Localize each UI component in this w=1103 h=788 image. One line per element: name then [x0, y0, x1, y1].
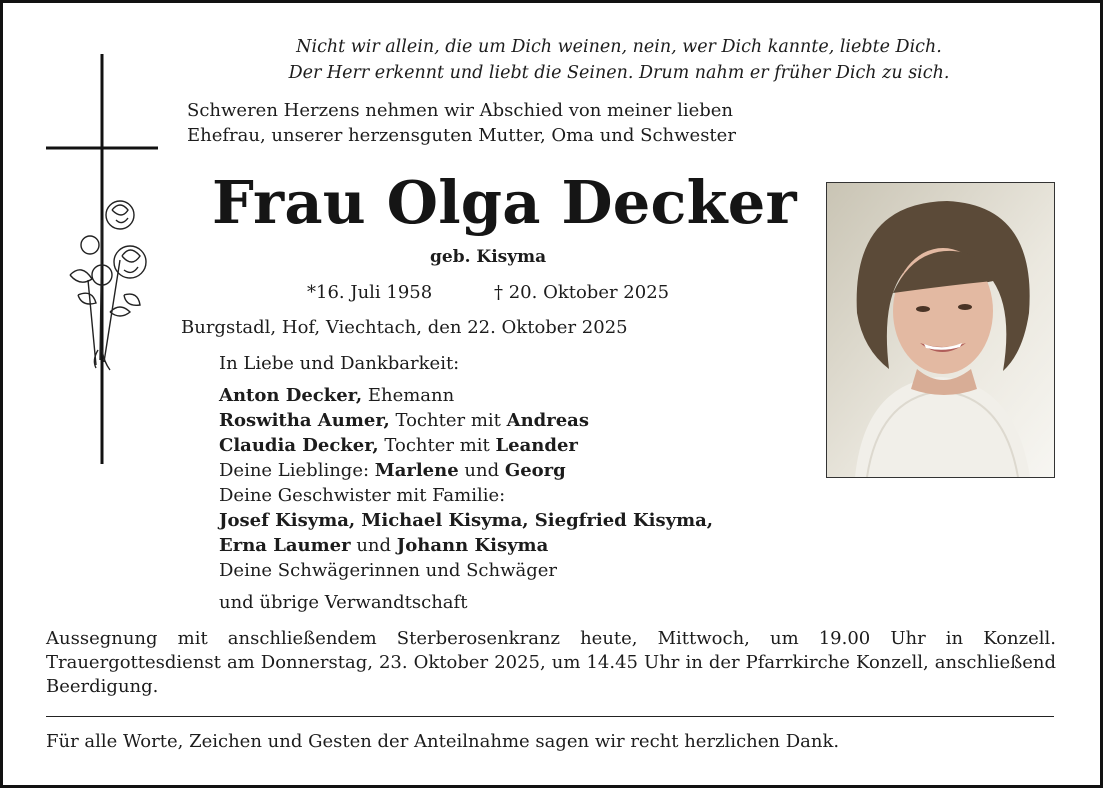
deceased-name: Frau Olga Decker — [212, 168, 797, 237]
service-info: Aussegnung mit anschließendem Sterberosenkranz heute, Mittwoch, um 19.00 Uhr in Konzell. Trauergottesdienst am Donnerstag, 23. Oktober 2025, um 14.45 Uhr in der Pfarrkirche Konzell, anschließend Beerdigung. — [46, 628, 1056, 697]
mourner-line: Claudia Decker, Tochter mit Leander — [219, 435, 578, 456]
mourner-line: und übrige Verwandtschaft — [219, 592, 468, 613]
mourner-line: Josef Kisyma, Michael Kisyma, Siegfried Kisyma, — [219, 510, 714, 531]
mourner-line: Deine Lieblinge: Marlene und Georg — [219, 460, 566, 481]
mourner-line: Erna Laumer und Johann Kisyma — [219, 535, 549, 556]
thanks-line: Für alle Worte, Zeichen und Gesten der Anteilnahme sagen wir recht herzlichen Dank. — [46, 731, 840, 752]
birth-name: geb. Kisyma — [430, 247, 547, 267]
mourners-heading: In Liebe und Dankbarkeit: — [219, 353, 460, 374]
mourner-line: Deine Schwägerinnen und Schwäger — [219, 560, 557, 581]
mourner-line: Anton Decker, Ehemann — [219, 385, 455, 406]
mourner-line: Roswitha Aumer, Tochter mit Andreas — [219, 410, 589, 431]
birth-date: *16. Juli 1958 — [307, 282, 433, 303]
intro-line-2: Ehefrau, unserer herzensguten Mutter, Oma und Schwester — [187, 125, 736, 146]
mourner-line: Deine Geschwister mit Familie: — [219, 485, 506, 506]
cross-with-roses-icon — [40, 50, 170, 470]
intro-line-1: Schweren Herzens nehmen wir Abschied von meiner lieben — [187, 100, 734, 121]
motto-line-1: Nicht wir allein, die um Dich weinen, nein, wer Dich kannte, liebte Dich. — [296, 37, 942, 57]
portrait-photo — [826, 182, 1055, 478]
motto-line-2: Der Herr erkennt und liebt die Seinen. Drum nahm er früher Dich zu sich. — [288, 63, 950, 83]
death-date: † 20. Oktober 2025 — [494, 282, 670, 303]
place-and-date: Burgstadl, Hof, Viechtach, den 22. Oktober 2025 — [181, 317, 628, 338]
divider — [46, 716, 1054, 717]
